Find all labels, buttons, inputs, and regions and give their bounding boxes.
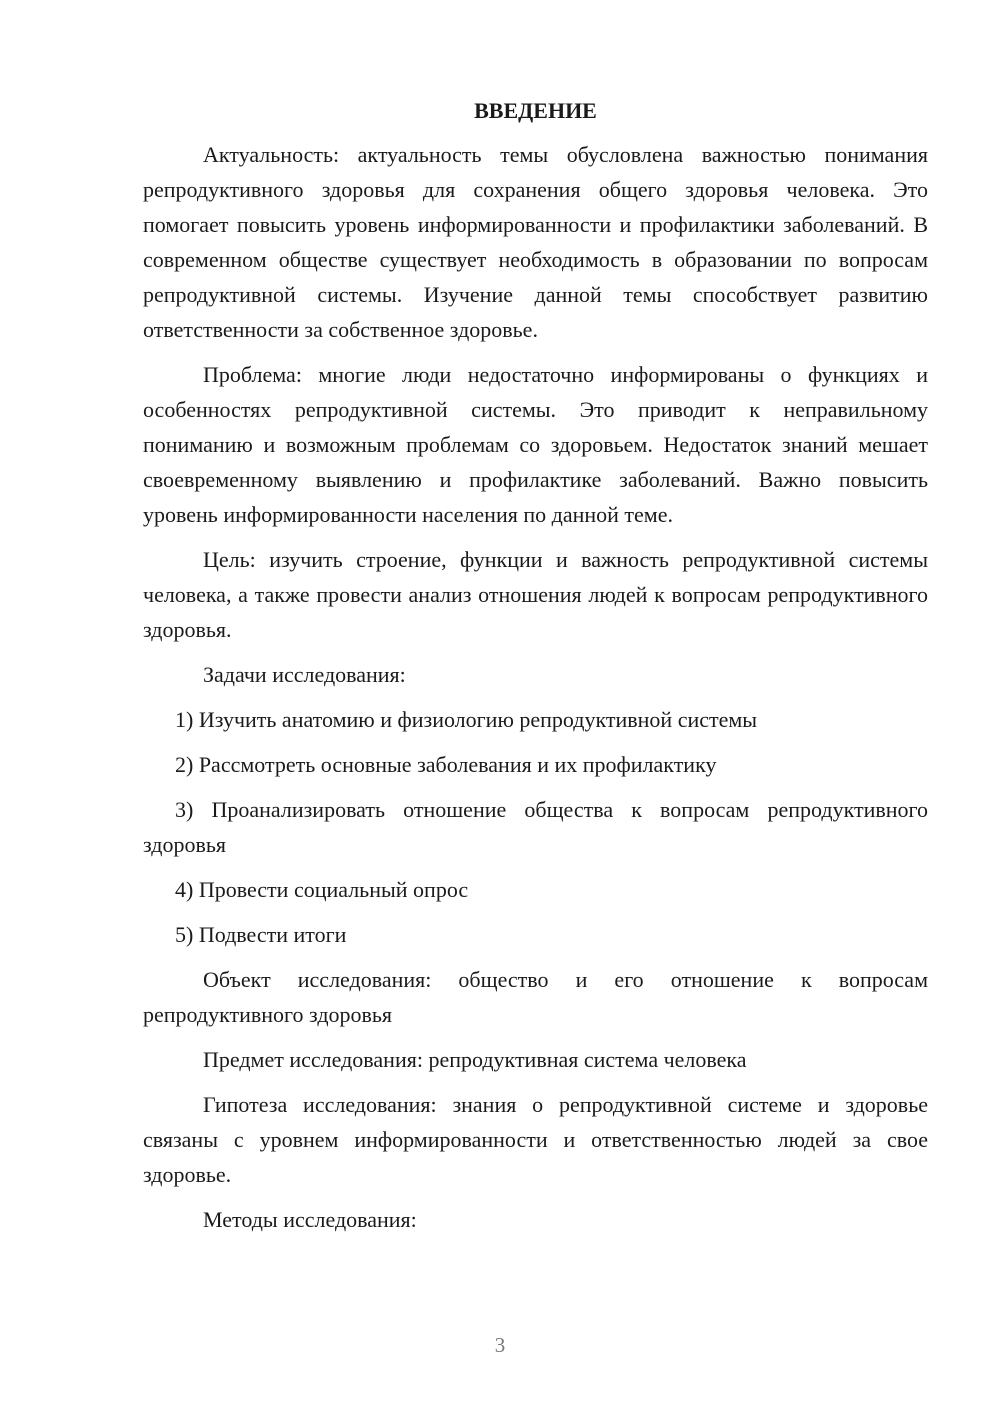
task-item-3: 3) Проанализировать отношение общества к вопросам репродуктивного здоровья [143,797,928,857]
methods-heading: Методы исследования: [203,1207,417,1232]
task-item-5: 5) Подвести итоги [175,922,347,947]
object-paragraph: Объект исследования: общество и его отношение к вопросам репродуктивного здоровья [143,967,928,1027]
task-item-4: 4) Провести социальный опрос [175,877,469,902]
problem-paragraph: Проблема: многие люди недостаточно информированы о функциях и особенностях репродуктивной системы. Это приводит к неправильному пониманию и возможным проблемам со здоровьем. Недостаток знаний мешает своевременному выявлению и профилактике заболеваний. Важно повысить уровень информированности населения по данной теме. [143,362,928,527]
goal-paragraph: Цель: изучить строение, функции и важность репродуктивной системы человека, а также провести анализ отношения людей к вопросам репродуктивного здоровья. [143,547,928,642]
subject-paragraph: Предмет исследования: репродуктивная система человека [203,1047,747,1072]
document-body [143,96,928,1247]
page-title: ВВЕДЕНИЕ [474,98,597,123]
page-number: 3 [494,1333,506,1357]
relevance-paragraph: Актуальность: актуальность темы обусловлена важностью понимания репродуктивного здоровья для сохранения общего здоровья человека. Это помогает повысить уровень информированности и профилактики заболеваний. В современном обществе существует необходимость в образовании по вопросам репродуктивной системы. Изучение данной темы способствует развитию ответственности за собственное здоровье. [143,142,928,342]
task-item-2: 2) Рассмотреть основные заболевания и их профилактику [175,752,717,777]
task-item-1: 1) Изучить анатомию и физиологию репродуктивной системы [175,707,758,732]
hypothesis-paragraph: Гипотеза исследования: знания о репродуктивной системе и здоровье связаны с уровнем информированности и ответственностью людей за свое здоровье. [143,1092,928,1187]
tasks-heading: Задачи исследования: [203,662,406,687]
